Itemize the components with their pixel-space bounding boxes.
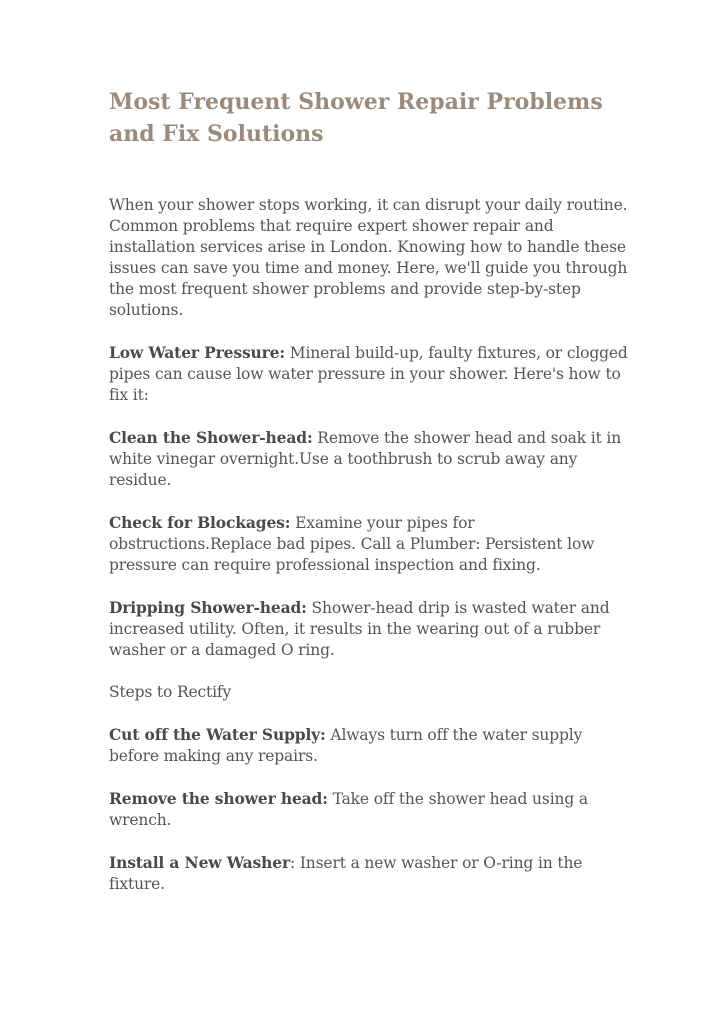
document-page	[109, 86, 629, 916]
section-low-water-pressure	[109, 342, 629, 406]
title-line-2: and Fix Solutions	[109, 121, 324, 147]
steps-heading: Steps to Rectify	[109, 683, 232, 701]
step-install-new-washer	[109, 852, 629, 895]
step-label: Cut off the Water Supply:	[109, 725, 326, 744]
title-line-1: Most Frequent Shower Repair Problems	[109, 89, 603, 115]
step-label: Remove the shower head:	[109, 789, 328, 808]
section-dripping-shower-head	[109, 597, 629, 661]
section-text: Shower-head drip is wasted water and increased utility. Often, it results in the wearing out of a rubber washer or a damaged O ring.	[109, 599, 610, 659]
document-title	[109, 86, 629, 150]
section-clean-shower-head	[109, 427, 629, 491]
section-label: Clean the Shower-head:	[109, 428, 313, 447]
section-text: Mineral build-up, faulty fixtures, or clogged pipes can cause low water pressure in your shower. Here's how to fix it:	[109, 344, 628, 404]
section-label: Check for Blockages:	[109, 513, 291, 532]
step-text: : Insert a new washer or O-ring in the fixture.	[109, 854, 583, 893]
step-remove-shower-head	[109, 788, 629, 831]
step-cut-off-water	[109, 724, 629, 767]
section-text: Examine your pipes for obstructions.Replace bad pipes. Call a Plumber: Persistent low pressure can require professional inspection and fixing.	[109, 514, 595, 574]
section-check-blockages	[109, 512, 629, 576]
intro-paragraph: When your shower stops working, it can disrupt your daily routine. Common problems that require expert shower repair and installation services arise in London. Knowing how to handle these issues can save you time and money. Here, we'll guide you through the most frequent shower problems and provide step-by-step solutions.	[109, 196, 628, 319]
document-body	[109, 195, 629, 895]
section-text: Remove the shower head and soak it in white vinegar overnight.Use a toothbrush to scrub away any residue.	[109, 429, 622, 489]
section-label: Low Water Pressure:	[109, 343, 285, 362]
step-label: Install a New Washer	[109, 853, 290, 872]
step-text: Always turn off the water supply before making any repairs.	[109, 726, 583, 765]
section-label: Dripping Shower-head:	[109, 598, 307, 617]
step-text: Take off the shower head using a wrench.	[109, 790, 588, 829]
